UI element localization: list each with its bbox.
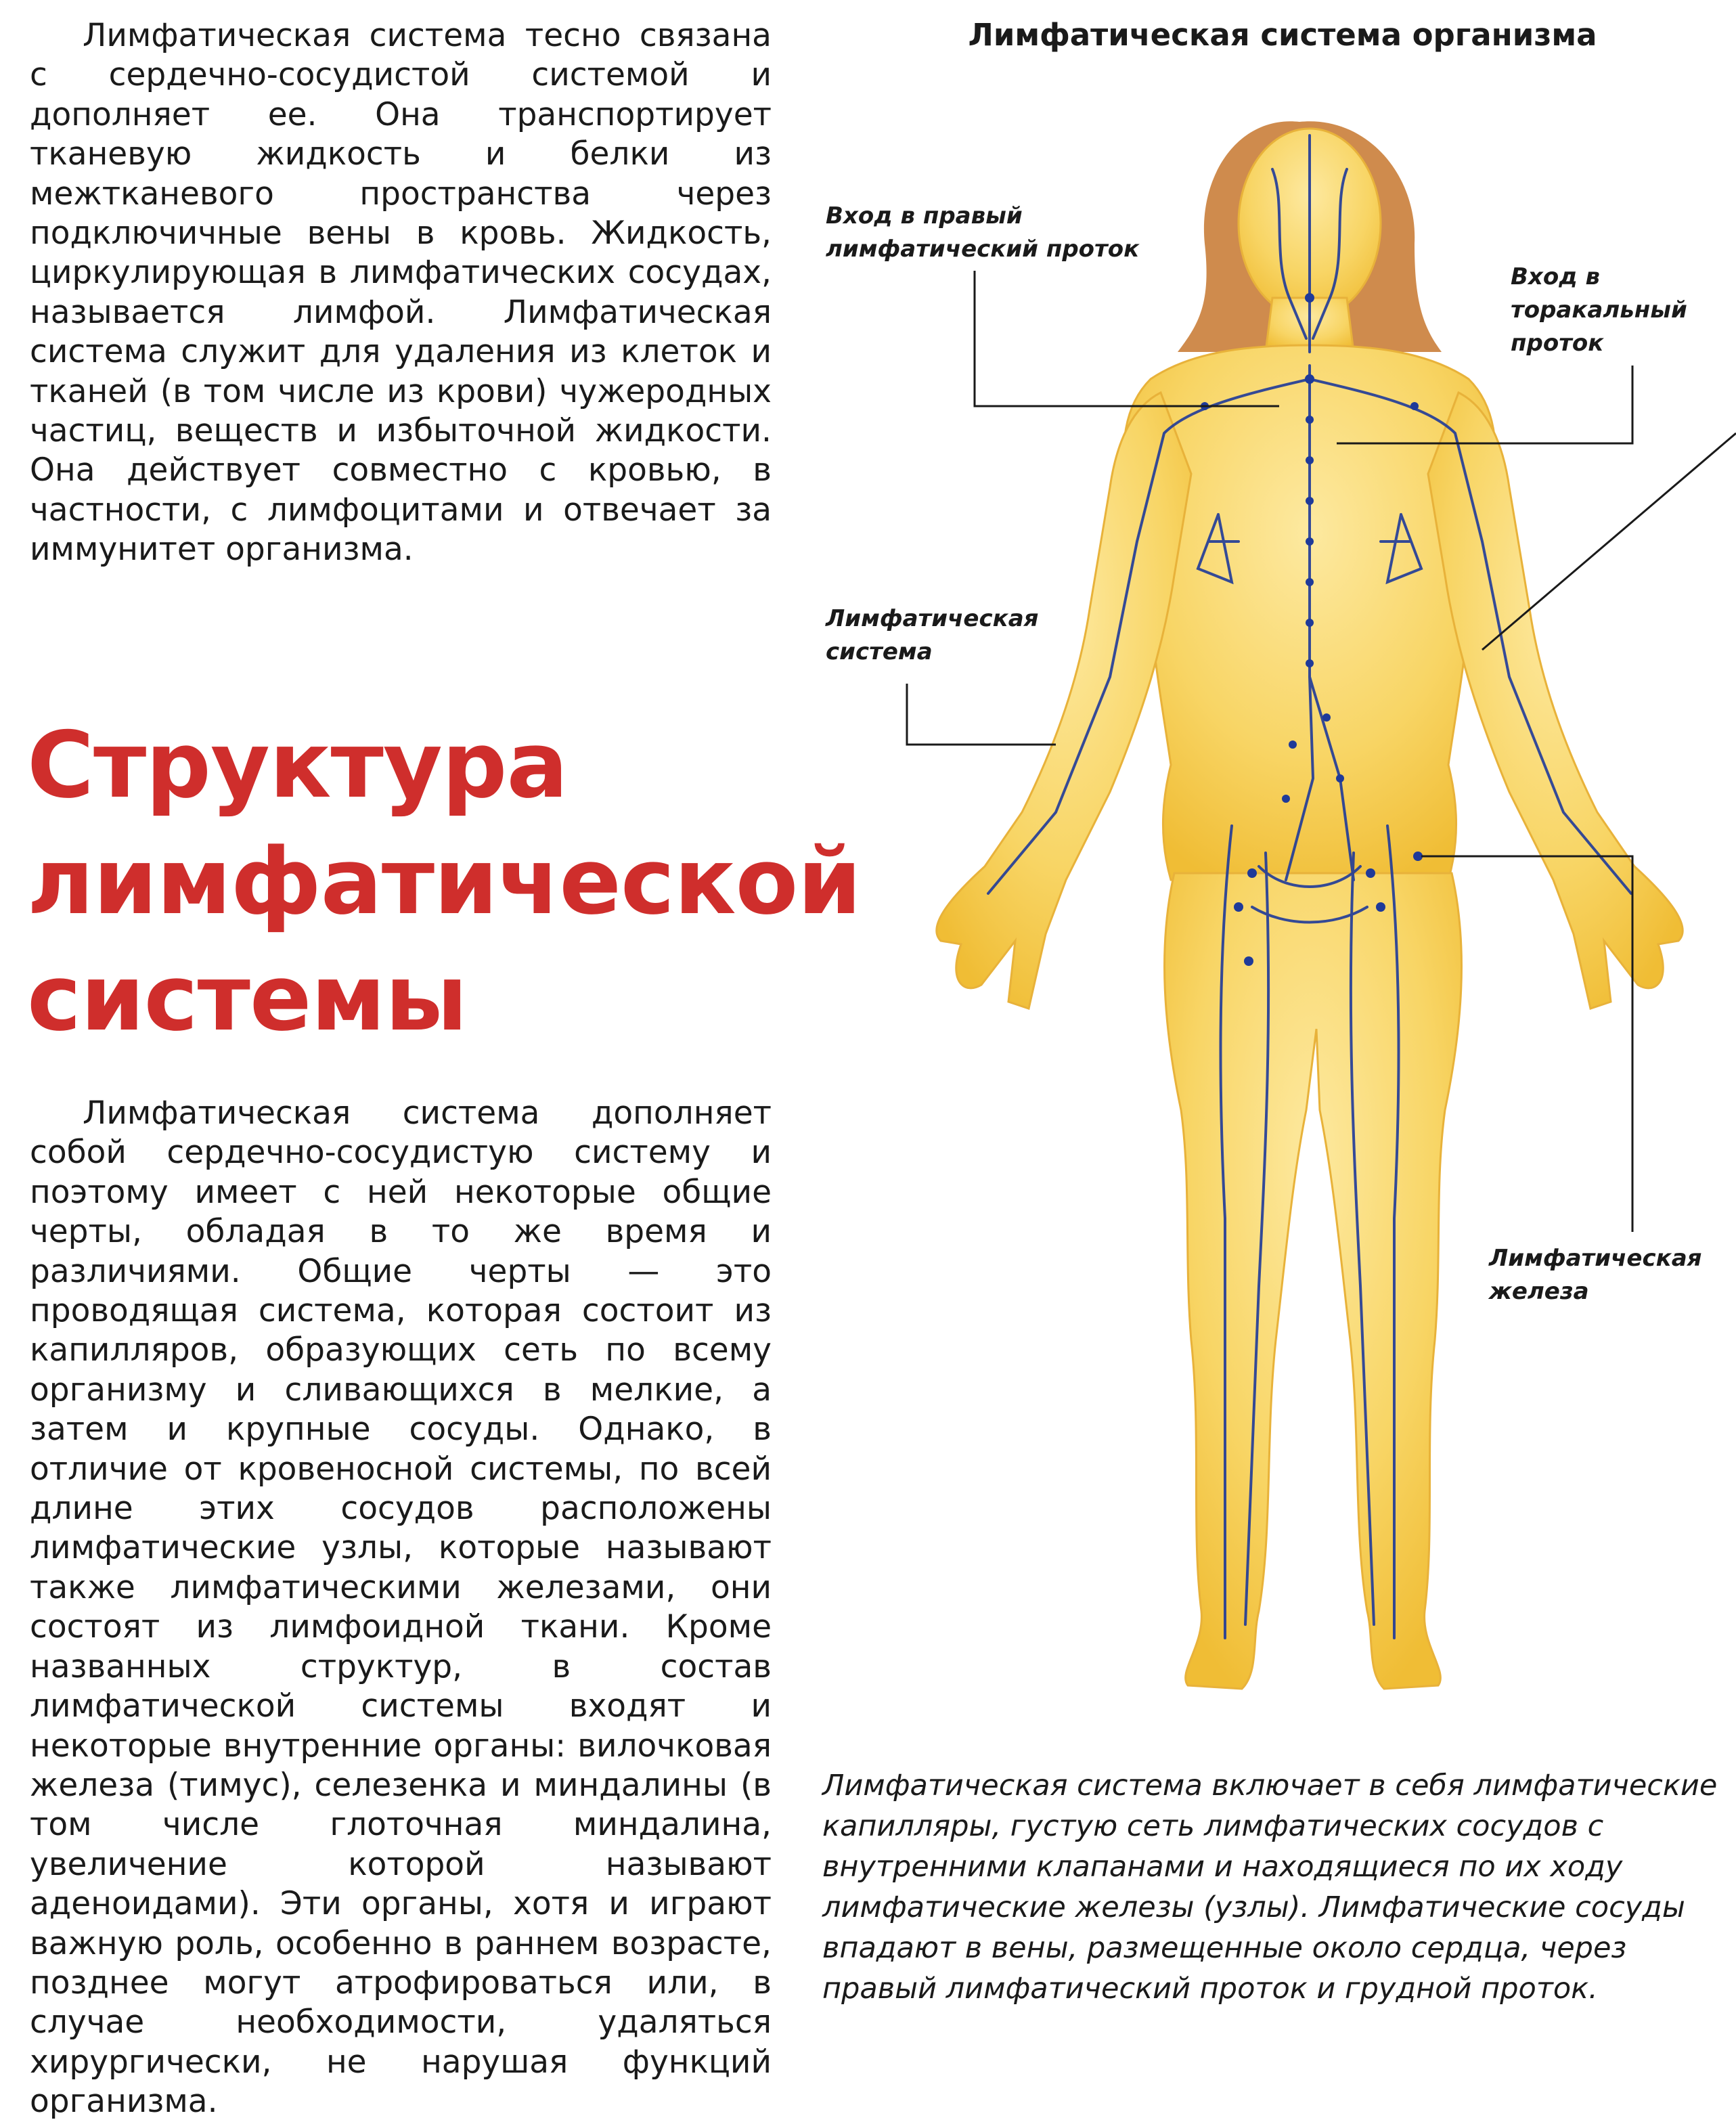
section-heading	[27, 707, 861, 1057]
leader-system	[907, 684, 1056, 745]
body-silhouette	[937, 129, 1683, 1689]
label-right-lymphatic-duct: Вход в правый лимфатический проток	[826, 202, 1140, 263]
label-lymphatic-system: Лимфатическая система	[826, 605, 1039, 665]
heading-line-3: системы	[27, 945, 467, 1051]
body-paragraph: Лимфатическая система дополняет собой сердечно-сосудистую систему и поэтому имеет с ней некоторые общие черты, обладая в то же время и различиями. Общие черты — это проводящая система, которая состоит из капилляров, образующих сеть по всему организму и сливающихся в мелкие, а затем и крупные сосуды. Однако, в отличие от кровеносной системы, по всей длине этих сосудов расположены лимфатические узлы, которые называют также лимфатическими железами, они состоят из лимфоидной ткани. Кроме названных структур, в состав лимфатической системы входят и некоторые внутренние органы: вилочковая железа (тимус), селезенка и миндалины (в том числе глоточная миндалина, увеличение которой называют аденоидами). Эти органы, хотя и играют важную роль, особенно в раннем возрасте, позднее могут атрофироваться или, в случае необходимости, удаляться хирургически, не нарушая функций организма.	[30, 1095, 772, 2121]
leader-arm	[1482, 433, 1736, 650]
intro-paragraph: Лимфатическая система тесно связана с сердечно-сосудистой системой и дополняет ее. Она транспортирует тканевую жидкость и белки из межтканевого пространства через подключичные вены в кровь. Жидкость, циркулирующая в лимфатических сосудах, называется лимфой. Лимфатическая система служит для удаления из клеток и тканей (в том числе из крови) чужеродных частиц, веществ и избыточной жидкости. Она действует совместно с кровью, в частности, с лимфоцитами и отвечает за иммунитет организма.	[30, 17, 772, 569]
figure-caption: Лимфатическая система включает в себя лимфатические капилляры, густую сеть лимфатических сосудов с внутренними клапанами и находящиеся по их ходу лимфатические железы (узлы). Лимфатические сосуды впадают в вены, размещенные около сердца, через правый лимфатический проток и грудной проток.	[822, 1769, 1718, 2006]
heading-line-1: Структура	[27, 712, 568, 818]
label-lymph-gland: Лимфатическая железа	[1489, 1245, 1702, 1305]
figure-title: Лимфатическая система организма	[968, 17, 1597, 53]
heading-line-2: лимфатической	[27, 828, 861, 935]
label-thoracic-duct: Вход в торакальный проток	[1511, 263, 1687, 357]
